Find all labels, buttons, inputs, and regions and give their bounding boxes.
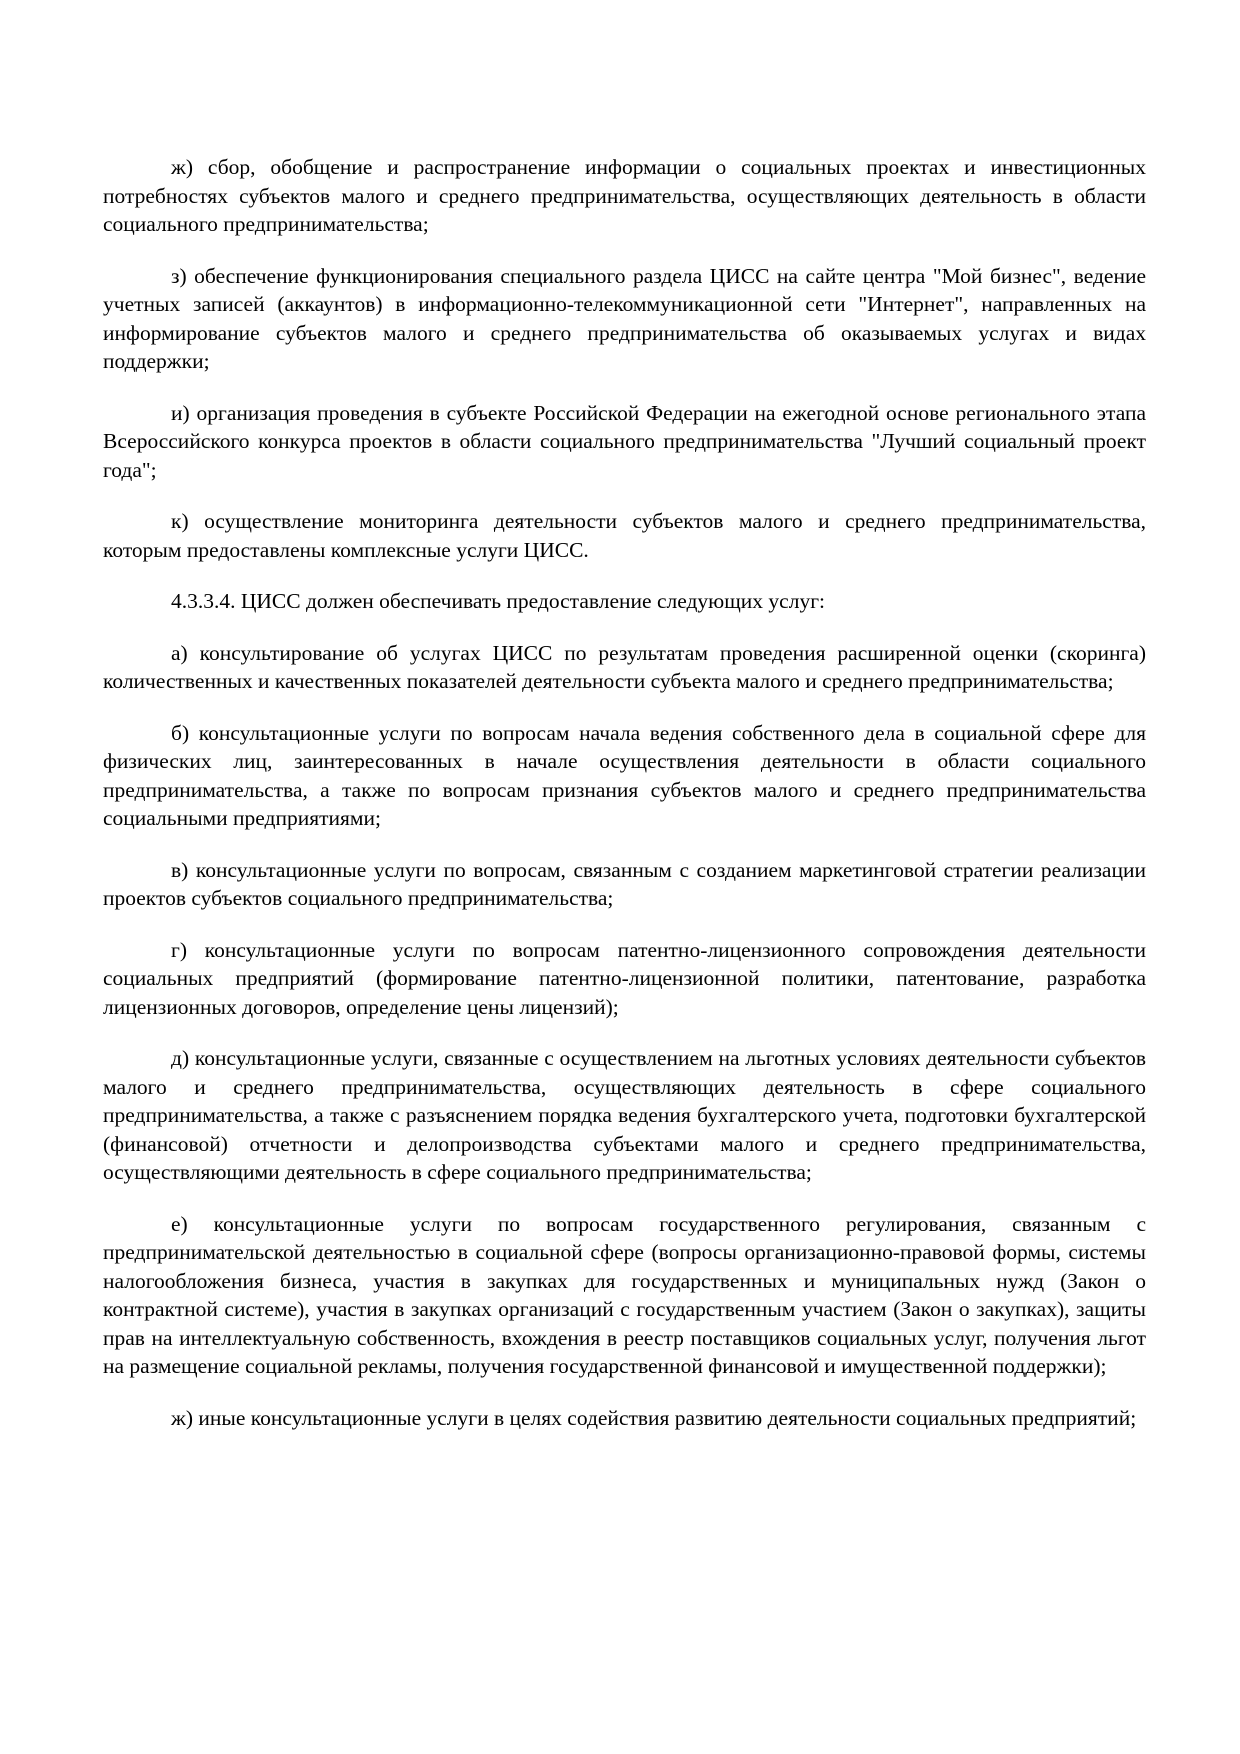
paragraph-d-consulting-accounting: д) консультационные услуги, связанные с осуществлением на льготных условиях деятельности субъектов малого и среднего предпринимательства, осуществляющих деятельность в сфере социального предпринимательства, а также с разъяснением порядка ведения бухгалтерского учета, подготовки бухгалтерской (финансовой) отчетности и делопроизводства субъектами малого и среднего предпринимательства, осуществляющими деятельность в сфере социального предпринимательства;: [103, 1046, 1146, 1184]
paragraph-v-consulting-marketing: в) консультационные услуги по вопросам, связанным с созданием маркетинговой стратегии реализации проектов субъектов социального предпринимательства;: [103, 857, 1146, 910]
paragraph-g-consulting-patents: г) консультационные услуги по вопросам патентно-лицензионного сопровождения деятельности социальных предприятий (формирование патентно-лицензионной политики, патентование, разработка лицензионных договоров, определение цены лицензий);: [103, 937, 1146, 1019]
paragraph-e-consulting-regulation: е) консультационные услуги по вопросам государственного регулирования, связанным с предпринимательской деятельностью в социальной сфере (вопросы организационно-правовой формы, системы налогообложения бизнеса, участия в закупках для государственных и муниципальных нужд (Закон о контрактной системе), участия в закупках организаций с государственным участием (Закон о закупках), защиты прав на интеллектуальную собственность, вхождения в реестр поставщиков социальных услуг, получения льгот на размещение социальной рекламы, получения государственной финансовой и имущественной поддержки);: [103, 1211, 1146, 1378]
paragraph-z-website-section: з) обеспечение функционирования специального раздела ЦИСС на сайте центра "Мой бизнес", ведение учетных записей (аккаунтов) в информационно-телекоммуникационной сети "Интернет", направленных на информирование субъектов малого и среднего предпринимательства об оказываемых услугах и видах поддержки;: [103, 263, 1146, 373]
paragraph-zh-info-collection: ж) сбор, обобщение и распространение информации о социальных проектах и инвестиционных потребностях субъектов малого и среднего предпринимательства, осуществляющих деятельность в области социального предпринимательства;: [103, 155, 1146, 236]
paragraph-i-contest: и) организация проведения в субъекте Российской Федерации на ежегодной основе регионального этапа Всероссийского конкурса проектов в области социального предпринимательства "Лучший социальный проект года";: [103, 400, 1146, 482]
paragraph-b-consulting-startup: б) консультационные услуги по вопросам начала ведения собственного дела в социальной сфере для физических лиц, заинтересованных в начале осуществления деятельности в области социального предпринимательства, а также по вопросам признания субъектов малого и среднего предпринимательства социальными предприятиями;: [103, 720, 1146, 830]
paragraph-k-monitoring: к) осуществление мониторинга деятельности субъектов малого и среднего предпринимательства, которым предоставлены комплексные услуги ЦИСС.: [103, 509, 1146, 562]
paragraph-zh2-other-consulting: ж) иные консультационные услуги в целях содействия развитию деятельности социальных предприятий;: [171, 1405, 1137, 1430]
section-heading-4334: 4.3.3.4. ЦИСС должен обеспечивать предоставление следующих услуг:: [171, 589, 825, 613]
paragraph-a-consulting-scoring: а) консультирование об услугах ЦИСС по результатам проведения расширенной оценки (скоринга) количественных и качественных показателей деятельности субъекта малого и среднего предпринимательства;: [103, 640, 1146, 693]
document-body: [103, 153, 1146, 1432]
